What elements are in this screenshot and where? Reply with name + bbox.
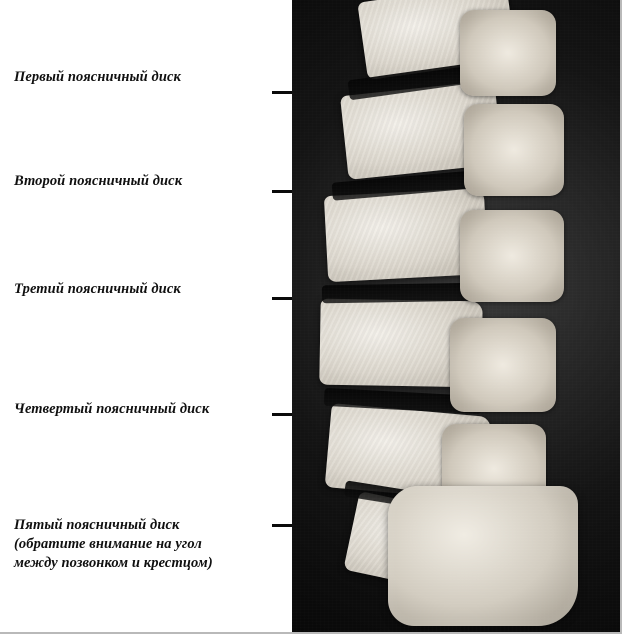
label-l3-disc: [14, 280, 266, 299]
label-l1-disc: [14, 68, 266, 87]
film-grain: [292, 0, 622, 634]
label-l4-disc: [14, 400, 266, 419]
label-line: Пятый поясничный диск: [14, 517, 180, 533]
label-line: Первый поясничный диск: [14, 69, 181, 85]
label-line: Второй поясничный диск: [14, 173, 183, 189]
label-line: (обратите внимание на угол: [14, 536, 202, 552]
label-l5-disc: [14, 516, 266, 573]
radiograph-image: [292, 0, 622, 634]
label-l2-disc: [14, 172, 266, 191]
label-line: между позвонком и крестцом): [14, 555, 213, 571]
label-line: Четвертый поясничный диск: [14, 401, 210, 417]
label-line: Третий поясничный диск: [14, 281, 181, 297]
label-column: [0, 0, 292, 634]
